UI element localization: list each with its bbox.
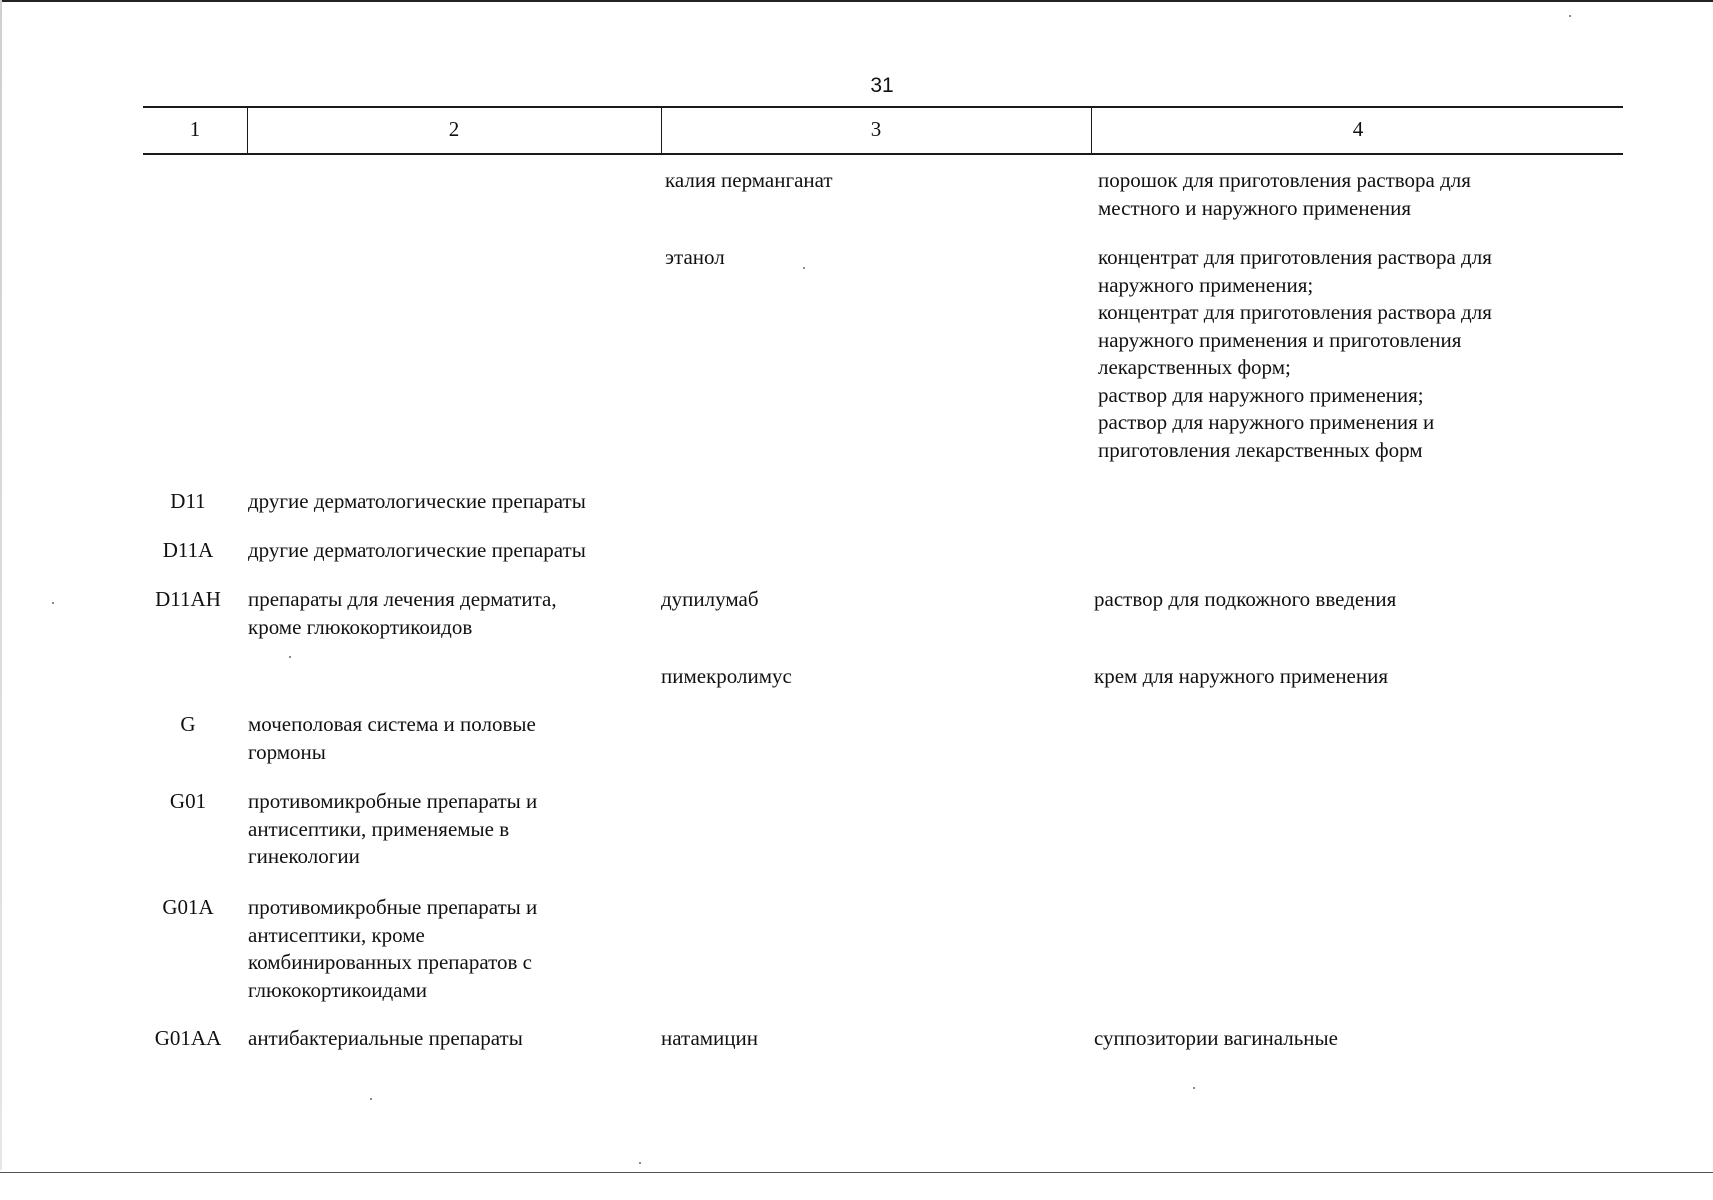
scan-speck [1193, 1087, 1195, 1089]
group-name-line: комбинированных препаратов с [248, 950, 533, 974]
scan-speck [803, 267, 805, 269]
group-name-line: гормоны [248, 739, 326, 764]
column-header-3: 3 [870, 117, 882, 141]
header-divider-1 [247, 107, 248, 154]
row-group-name [248, 788, 537, 871]
group-name-line: кроме глюкокортикоидов [248, 614, 473, 639]
scan-edge-top [0, 0, 1713, 2]
group-name-line: противомикробные препараты и [248, 895, 538, 919]
scan-edge-bottom [0, 1172, 1713, 1173]
dosage-form-line: раствор для подкожного введения [1094, 587, 1397, 611]
scan-speck [1569, 15, 1571, 17]
row-drug-name: дупилумаб [661, 587, 759, 611]
row-code: D11A [162, 538, 214, 562]
dosage-form-line: лекарственных форм; [1098, 355, 1291, 379]
row-code: G01A [162, 895, 214, 919]
dosage-form-line: наружного применения; [1098, 272, 1314, 297]
scan-speck [52, 602, 54, 604]
dosage-form-line: местного и наружного применения [1098, 195, 1412, 220]
row-code: D11AH [155, 587, 221, 611]
dosage-form-line: раствор для наружного применения и [1098, 410, 1435, 434]
column-header-4: 4 [1352, 117, 1364, 141]
dosage-form-line: раствор для наружного применения; [1098, 382, 1424, 407]
row-group-name [248, 1025, 523, 1053]
row-drug-name: калия перманганат [665, 168, 833, 192]
row-group-name [248, 488, 586, 516]
group-name-line: глюкокортикоидами [248, 977, 428, 1002]
row-drug-name: этанол [665, 245, 725, 269]
dosage-form-line: приготовления лекарственных форм [1098, 437, 1423, 462]
dosage-form-line: концентрат для приготовления раствора для [1098, 245, 1492, 269]
group-name-line: мочеполовая система и половые [248, 712, 536, 736]
row-group-name [248, 586, 557, 641]
group-name-line: другие дерматологические препараты [248, 489, 586, 513]
table-header-bottom-rule [143, 153, 1623, 155]
row-dosage-forms [1094, 663, 1388, 691]
group-name-line: другие дерматологические препараты [248, 538, 586, 562]
table-top-rule [143, 106, 1623, 108]
scan-speck [370, 1098, 372, 1100]
column-header-2: 2 [448, 117, 460, 141]
group-name-line: противомикробные препараты и [248, 789, 538, 813]
group-name-line: антибактериальные препараты [248, 1026, 523, 1050]
group-name-line: антисептики, применяемые в [248, 816, 510, 841]
group-name-line: гинекологии [248, 844, 360, 868]
row-drug-name: натамицин [661, 1026, 759, 1050]
row-dosage-forms [1094, 586, 1396, 614]
row-group-name [248, 711, 536, 766]
header-divider-2 [661, 107, 662, 154]
row-dosage-forms [1094, 1025, 1338, 1053]
row-drug-name: пимекролимус [661, 664, 792, 688]
scan-speck [639, 1162, 641, 1164]
header-divider-3 [1091, 107, 1092, 154]
group-name-line: антисептики, кроме [248, 922, 425, 947]
row-group-name [248, 894, 537, 1004]
group-name-line: препараты для лечения дерматита, [248, 587, 557, 611]
dosage-form-line: крем для наружного применения [1094, 664, 1389, 688]
column-header-1: 1 [189, 117, 201, 141]
row-code: G01 [169, 789, 207, 813]
dosage-form-line: суппозитории вагинальные [1094, 1026, 1338, 1050]
dosage-form-line: порошок для приготовления раствора для [1098, 168, 1471, 192]
row-dosage-forms [1098, 244, 1492, 464]
row-code: G [180, 712, 196, 736]
dosage-form-line: концентрат для приготовления раствора для [1098, 300, 1492, 324]
scan-speck [289, 656, 291, 658]
row-code: G01AA [154, 1026, 222, 1050]
row-code: D11 [170, 489, 206, 513]
dosage-form-line: наружного применения и приготовления [1098, 327, 1462, 352]
row-group-name [248, 537, 586, 565]
scan-edge-left [0, 0, 2, 1170]
page-number: 31 [870, 74, 894, 97]
row-dosage-forms [1098, 167, 1471, 222]
